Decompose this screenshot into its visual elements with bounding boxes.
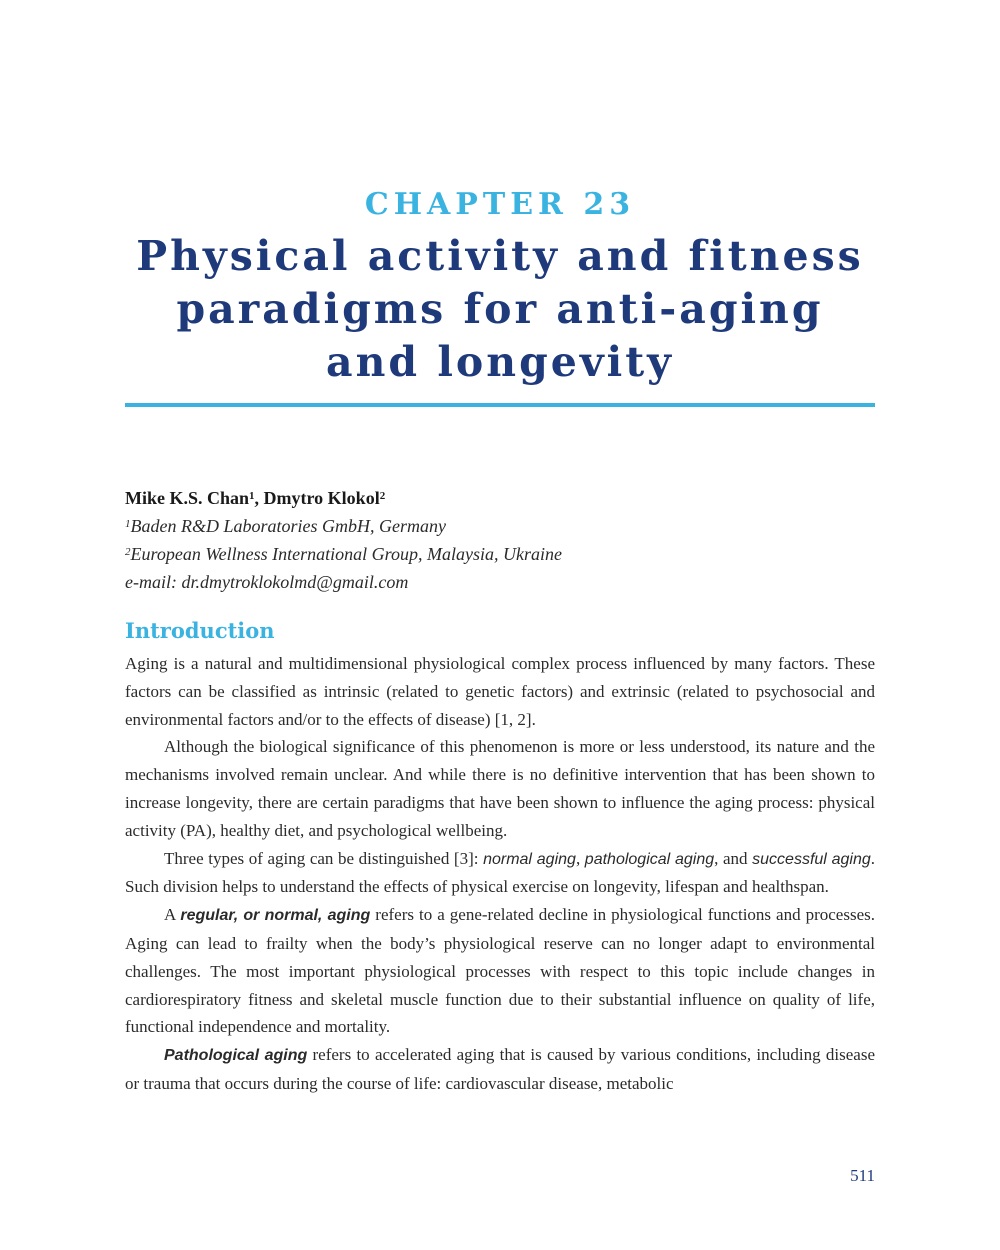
paragraph [125, 901, 875, 1041]
chapter-title-line: and longevity [326, 338, 674, 386]
body-text [125, 650, 875, 1098]
affiliation-marker: 1 [125, 518, 131, 530]
author-name: Mike K.S. Chan [125, 488, 250, 508]
paragraph-text: , and [714, 848, 753, 868]
paragraph-text: , [575, 848, 585, 868]
chapter-label: CHAPTER 23 [364, 187, 636, 222]
emphasis-term: successful aging [752, 850, 871, 868]
paragraph-text: Three types of aging can be distinguished [3]: [164, 848, 484, 868]
chapter-title-line: Physical activity and fitness [136, 232, 864, 280]
author-names [125, 484, 875, 512]
paragraph [125, 845, 875, 902]
paragraph: Aging is a natural and multidimensional physiological complex process influenced by many factors. These factors can be classified as intrinsic (related to genetic factors) and extrinsic (related to psychosocial and environmental factors and/or to the effects of disease) [1, 2]. [125, 654, 875, 729]
author-separator: , [254, 488, 264, 508]
paragraph: Although the biological significance of this phenomenon is more or less understood, its nature and the mechanisms involved remain unclear. And while there is no definitive intervention that has been shown to increase longevity, there are certain paradigms that have been shown to influence the aging process: physical activity (PA), healthy diet, and psychological wellbeing. [125, 737, 875, 840]
section-heading: Introduction [125, 618, 275, 643]
affiliation-marker: 2 [125, 546, 131, 558]
bold-term: Pathological aging [164, 1047, 308, 1065]
affiliation-text: European Wellness International Group, Malaysia, Ukraine [130, 544, 562, 564]
affiliation-marker: 2 [379, 490, 386, 502]
author-name: Dmytro Klokol [263, 488, 380, 508]
page-number: 511 [850, 1166, 875, 1185]
contact-email: e-mail: dr.dmytroklokolmd@gmail.com [125, 572, 409, 592]
chapter-title-line: paradigms for anti-aging [176, 285, 824, 333]
author-block [125, 484, 875, 596]
affiliation-text: Baden R&D Laboratories GmbH, Germany [130, 516, 446, 536]
paragraph-text: refers to accelerated aging that is caused by various conditions, including disease or trauma that occurs during the course of life: cardiovascular disease, metabolic [125, 1045, 876, 1093]
affiliation [125, 512, 875, 540]
chapter-title [0, 230, 1000, 389]
bold-term: regular, or normal, aging [180, 907, 371, 925]
affiliation [125, 540, 875, 568]
emphasis-term: pathological aging [584, 850, 715, 868]
paragraph [125, 1041, 875, 1098]
affiliation-marker: 1 [249, 490, 255, 502]
paragraph-text: . Such division helps to understand the effects of physical exercise on longevity, lifespan and healthspan. [125, 848, 876, 897]
title-divider [125, 403, 875, 407]
paragraph-text: A [164, 905, 181, 925]
emphasis-term: normal aging [483, 850, 576, 868]
paragraph-text: refers to a gene-related decline in physiological functions and processes. Aging can lead to frailty when the body’s physiological reserve can no longer adapt to environmental challenges. The most important physiological processes with respect to this topic include changes in cardiorespiratory fitness and skeletal muscle function due to their substantial influence on quality of life, functional independence and mortality. [125, 905, 876, 1037]
